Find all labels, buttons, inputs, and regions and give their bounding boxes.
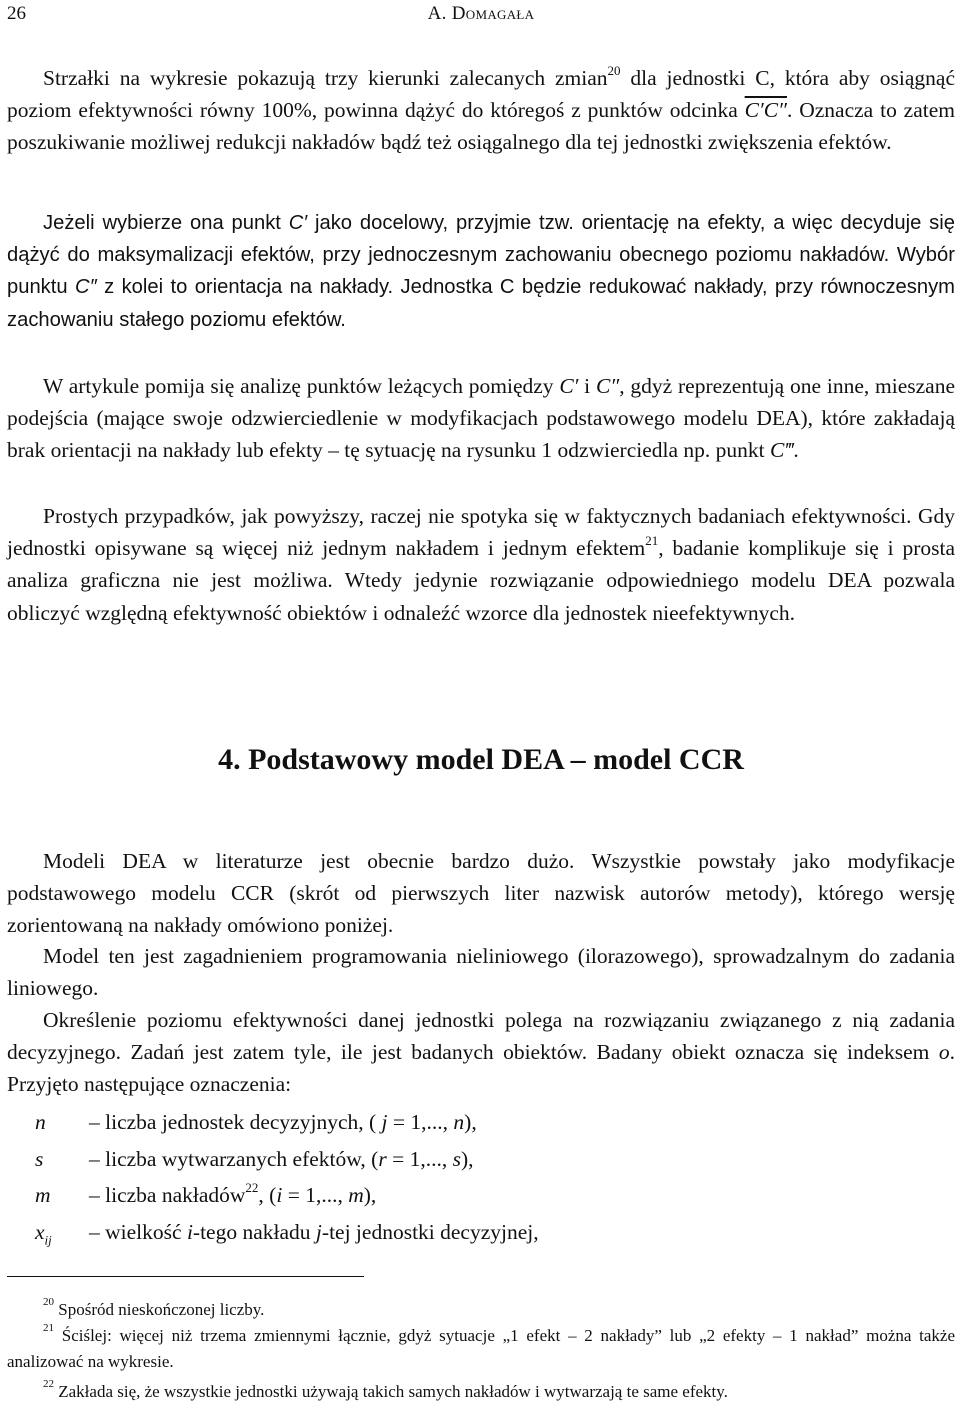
footnote-ref-22[interactable]: 22 (245, 1179, 259, 1195)
footnote-separator (7, 1276, 364, 1277)
notation-list (7, 1104, 955, 1250)
paragraph-6: Model ten jest zagadnieniem programowania nieliniowego (ilorazowego), sprowadzalnym do zadania liniowego. (7, 944, 955, 1001)
paragraph-4: Prostych przypadków, jak powyższy, raczej nie spotyka się w faktycznych badaniach efektywności. Gdy jednostki opisywane są więcej niż jednym nakładem i jednym efektem$^{21}$, badanie komplikuje się i prosta analiza graficzna nie jest możliwa. Wtedy jedynie rozwiązanie odpowiedniego modelu DEA pozwala obliczyć względną efektywność obiektów i odnaleźć wzorce dla jednostek nieefektywnych. (7, 504, 956, 625)
notation-item-xij: $x_{ij}$ – wielkość i-tego nakładu j-tej jednostki decyzyjnej, (35, 1219, 539, 1247)
notation-item-s: s – liczba wytwarzanych efektów, (r = 1,..., s), (35, 1146, 474, 1171)
footnote-20: $^{20}$ Spośród nieskończonej liczby. (43, 1296, 265, 1319)
paragraph-1: Strzałki na wykresie pokazują trzy kierunki zalecanych zmian$^{20}$ dla jednostki C, która aby osiągnąć poziom efektywności równy 100%, powinna dążyć do któregoś z punktów odcinka C′C″. Oznacza to zatem poszukiwanie możliwej redukcji nakładów bądź też osiągalnego dla tej jednostki zwiększenia efektów. (7, 62, 956, 155)
notation-item-m: m – liczba nakładów$^{22}$, (i = 1,..., m), (35, 1179, 377, 1207)
footnote-ref-21[interactable]: 21 (645, 533, 659, 549)
page-number: 26 (7, 3, 26, 24)
footnote-21: $^{21}$ Ściślej: więcej niż trzema zmiennymi łącznie, gdyż sytuacje „1 efekt – 2 nakłady” lub „2 efekty – 1 nakład” można także analizować na wykresie. (7, 1322, 956, 1371)
running-head: A. Domagała (427, 3, 535, 24)
paragraph-7: Określenie poziomu efektywności danej jednostki polega na rozwiązaniu związanego z nią zadania decyzyjnego. Zadań jest zatem tyle, ile jest badanych obiektów. Badany obiekt oznacza się indeksem o. Przyjęto następujące oznaczenia: (7, 1008, 955, 1097)
paragraph-3: W artykule pomija się analizę punktów leżących pomiędzy C′ i C″, gdyż reprezentują one inne, mieszane podejścia (mające swoje odzwierciedlenie w modyfikacjach podstawowego modelu DEA), które zakładają brak orientacji na nakłady lub efekty – tę sytuację na rysunku 1 odzwierciedla np. punkt C‴. (7, 374, 956, 463)
paragraph-2: Jeżeli wybierze ona punkt C′ jako docelowy, przyjmie tzw. orientację na efekty, a więc decyduje się dążyć do maksymalizacji efektów, przy jednoczesnym zachowaniu obecnego poziomu nakładów. Wybór punktu C″ z kolei to orientacja na nakłady. Jednostka C będzie redukować nakłady, przy równoczesnym zachowaniu stałego poziomu efektów. (7, 212, 955, 331)
notation-item-n: n – liczba jednostek decyzyjnych, ( j = 1,..., n), (35, 1110, 477, 1134)
footnote-22: $^{22}$ Zakłada się, że wszystkie jednostki używają takich samych nakładów i wytwarzają te same efekty. (43, 1378, 728, 1401)
page-header (7, 2, 955, 26)
footnote-ref-20[interactable]: 20 (607, 62, 621, 78)
section-heading: 4. Podstawowy model DEA – model CCR (218, 743, 744, 776)
paragraph-5: Modeli DEA w literaturze jest obecnie bardzo dużo. Wszystkie powstały jako modyfikacje podstawowego modelu CCR (skrót od pierwszych liter nazwisk autorów metody), którego wersję zorientowaną na nakłady omówiono poniżej. (7, 849, 955, 938)
segment-label: C′C″ (744, 98, 787, 123)
